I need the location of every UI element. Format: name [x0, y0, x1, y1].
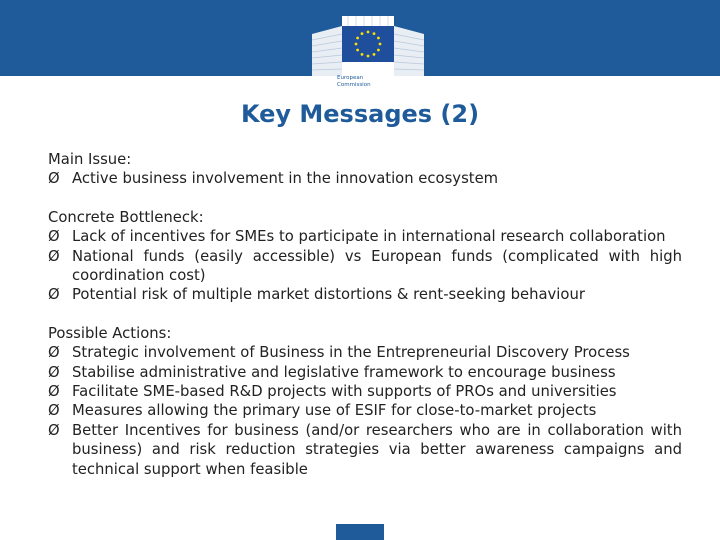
- logo-caption-line2: Commission: [337, 82, 371, 88]
- arrow-bullet-icon: Ø: [48, 421, 60, 439]
- list-item-text: Potential risk of multiple market distortions & rent-seeking behaviour: [72, 286, 585, 304]
- bullet-list: [48, 343, 682, 479]
- list-item: [48, 169, 682, 188]
- list-item-text: Stabilise administrative and legislative framework to encourage business: [72, 363, 616, 381]
- list-item-text: Facilitate SME-based R&D projects with supports of PROs and universities: [72, 383, 617, 401]
- list-item: [48, 401, 682, 420]
- arrow-bullet-icon: Ø: [48, 228, 60, 246]
- slide-title: Key Messages (2): [240, 100, 480, 128]
- arrow-bullet-icon: Ø: [48, 286, 60, 304]
- list-item: [48, 343, 682, 362]
- arrow-bullet-icon: Ø: [48, 170, 60, 188]
- list-item-text: National funds (easily accessible) vs European funds (complicated with high coordination cost): [72, 247, 682, 285]
- slide-content: [48, 150, 682, 498]
- bullet-list: [48, 227, 682, 305]
- arrow-bullet-icon: Ø: [48, 402, 60, 420]
- bullet-list: [48, 169, 682, 188]
- list-item-text: Better Incentives for business (and/or researchers who are in collaboration with business) and risk reduction strategies via better awareness campaigns and technical support when feasible: [72, 421, 682, 478]
- arrow-bullet-icon: Ø: [48, 247, 60, 265]
- list-item-text: Lack of incentives for SMEs to participate in international research collaboration: [72, 228, 666, 246]
- list-item: [48, 227, 682, 246]
- arrow-bullet-icon: Ø: [48, 344, 60, 362]
- arrow-bullet-icon: Ø: [48, 363, 60, 381]
- logo-caption: [337, 75, 397, 89]
- section-heading: Main Issue:: [48, 151, 132, 168]
- section-possible-actions: [48, 324, 682, 479]
- footer-bar: [336, 524, 384, 540]
- section-main-issue: [48, 150, 682, 189]
- section-heading: Concrete Bottleneck:: [48, 208, 204, 226]
- list-item: [48, 363, 682, 382]
- list-item: [48, 421, 682, 479]
- logo-caption-line1: European: [337, 75, 364, 81]
- list-item: [48, 382, 682, 401]
- list-item-text: Active business involvement in the innovation ecosystem: [72, 170, 499, 188]
- arrow-bullet-icon: Ø: [48, 383, 60, 401]
- section-heading: Possible Actions:: [48, 324, 172, 342]
- list-item-text: Measures allowing the primary use of ESIF for close-to-market projects: [72, 402, 597, 420]
- list-item: [48, 285, 682, 304]
- section-concrete-bottleneck: [48, 208, 682, 305]
- list-item-text: Strategic involvement of Business in the Entrepreneurial Discovery Process: [72, 344, 630, 362]
- list-item: [48, 247, 682, 286]
